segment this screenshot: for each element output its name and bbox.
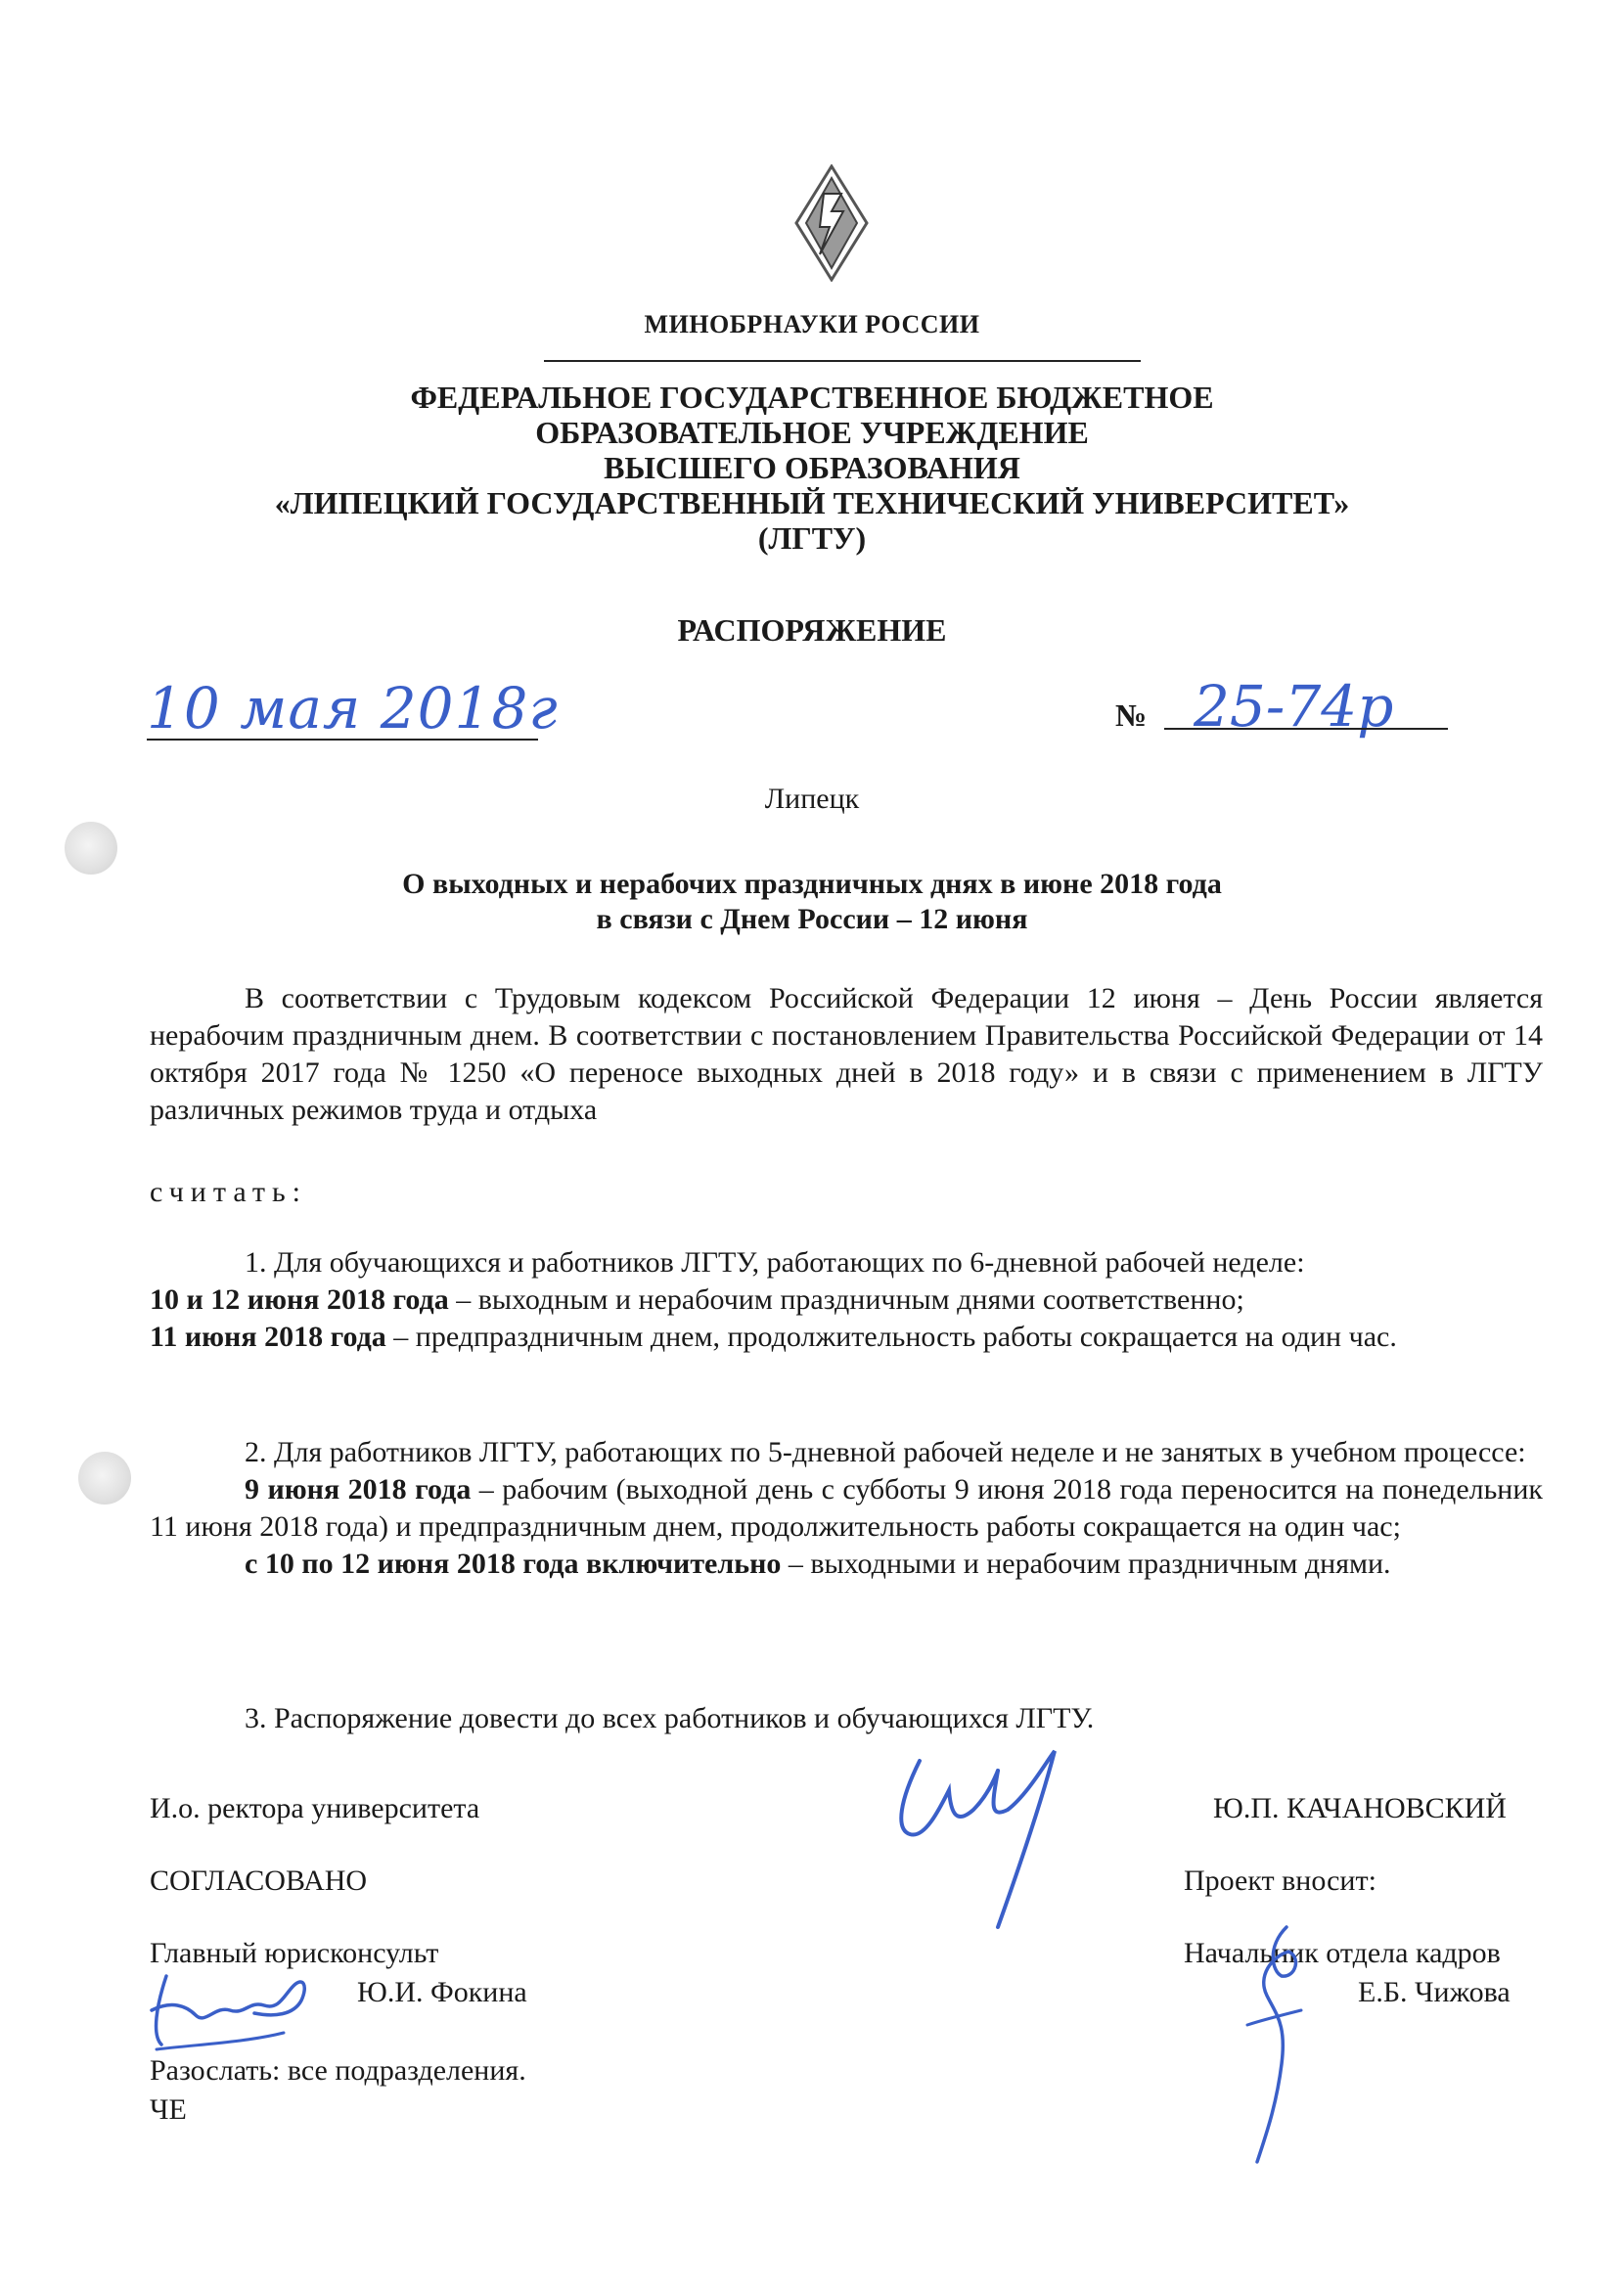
- handwritten-date: 10 мая 2018г: [147, 675, 559, 742]
- subject-line-1: О выходных и нерабочих праздничных днях в июне 2018 года: [402, 868, 1222, 900]
- number-underline: [1164, 728, 1448, 730]
- rector-title: И.о. ректора университета: [150, 1792, 480, 1824]
- header-divider: [544, 360, 1141, 362]
- agreed-label: СОГЛАСОВАНО: [150, 1865, 368, 1897]
- university-logo: [794, 164, 869, 282]
- subject-line-2: в связи с Днем России – 12 июня: [596, 903, 1028, 935]
- intro-paragraph: В соответствии с Трудовым кодексом Российской Федерации 12 июня – День России является нерабочим праздничным днем. В соответствии с постановлением Правительства Российской Федерации от 14 октября 2017 года № 1250 «О переносе выходных дней в 2018 году» и в связи с применением в ЛГТУ различных режимов труда и отдыха: [150, 982, 1543, 1126]
- org-line-1: ФЕДЕРАЛЬНОЕ ГОСУДАРСТВЕННОЕ БЮДЖЕТНОЕ: [410, 380, 1214, 415]
- date-underline: [147, 739, 538, 741]
- item-2-a-dates: 9 июня 2018 года: [245, 1473, 472, 1506]
- hr-title: Начальник отдела кадров: [1184, 1937, 1501, 1969]
- distribution-note: Разослать: все подразделения.: [150, 2054, 526, 2087]
- lawyer-name: Ю.И. Фокина: [357, 1976, 527, 2008]
- handwritten-number: 25-74р: [1194, 673, 1394, 740]
- ministry-name: МИНОБРНАУКИ РОССИИ: [644, 310, 980, 338]
- item-1-text: 1. Для обучающихся и работников ЛГТУ, работающих по 6-дневной рабочей неделе:: [245, 1246, 1305, 1279]
- item-2-b: [150, 1546, 1543, 1583]
- lawyer-signature: [137, 1956, 333, 2064]
- hr-name: Е.Б. Чижова: [1358, 1976, 1511, 2008]
- item-1-b-text: – предпраздничным днем, продолжительность работы сокращается на один час.: [385, 1321, 1397, 1353]
- item-2-b-text: – выходными и нерабочим праздничным днями.: [781, 1548, 1391, 1580]
- lawyer-title: Главный юрисконсульт: [150, 1937, 439, 1969]
- org-line-3: ВЫСШЕГО ОБРАЗОВАНИЯ: [604, 450, 1020, 485]
- consider-label: считать:: [150, 1176, 307, 1208]
- item-3: 3. Распоряжение довести до всех работников и обучающихся ЛГТУ.: [245, 1702, 1095, 1734]
- rector-signature: [880, 1741, 1066, 1937]
- submitted-by-label: Проект вносит:: [1184, 1865, 1376, 1897]
- punch-hole-middle: [78, 1452, 131, 1505]
- item-2-a-text: – рабочим (выходной день с субботы 9 июня 2018 года переносится на понедельник 11 июня 2018 года) и предпраздничным днем, продолжительность работы сокращается на один час;: [150, 1473, 1543, 1543]
- city: Липецк: [764, 783, 860, 815]
- item-2-text: 2. Для работников ЛГТУ, работающих по 5-дневной рабочей неделе и не занятых в учебном процессе:: [245, 1436, 1526, 1468]
- number-sign: №: [1115, 697, 1148, 733]
- item-2-a: [150, 1471, 1543, 1546]
- item-1: [150, 1244, 1543, 1356]
- item-1-a-dates: 10 и 12 июня 2018 года: [150, 1283, 449, 1316]
- item-2: [150, 1434, 1543, 1583]
- executor-initials: ЧЕ: [150, 2093, 187, 2126]
- item-1-a-text: – выходным и нерабочим праздничным днями соответственно;: [448, 1283, 1244, 1316]
- org-line-2: ОБРАЗОВАТЕЛЬНОЕ УЧРЕЖДЕНИЕ: [535, 415, 1089, 450]
- document-type: РАСПОРЯЖЕНИЕ: [677, 612, 947, 648]
- org-abbreviation: (ЛГТУ): [757, 520, 867, 556]
- org-line-4: «ЛИПЕЦКИЙ ГОСУДАРСТВЕННЫЙ ТЕХНИЧЕСКИЙ УНИВЕРСИТЕТ»: [274, 485, 1350, 520]
- item-2-b-dates: с 10 по 12 июня 2018 года включительно: [245, 1548, 782, 1580]
- rector-name: Ю.П. КАЧАНОВСКИЙ: [1213, 1792, 1507, 1824]
- item-1-b-dates: 11 июня 2018 года: [150, 1321, 386, 1353]
